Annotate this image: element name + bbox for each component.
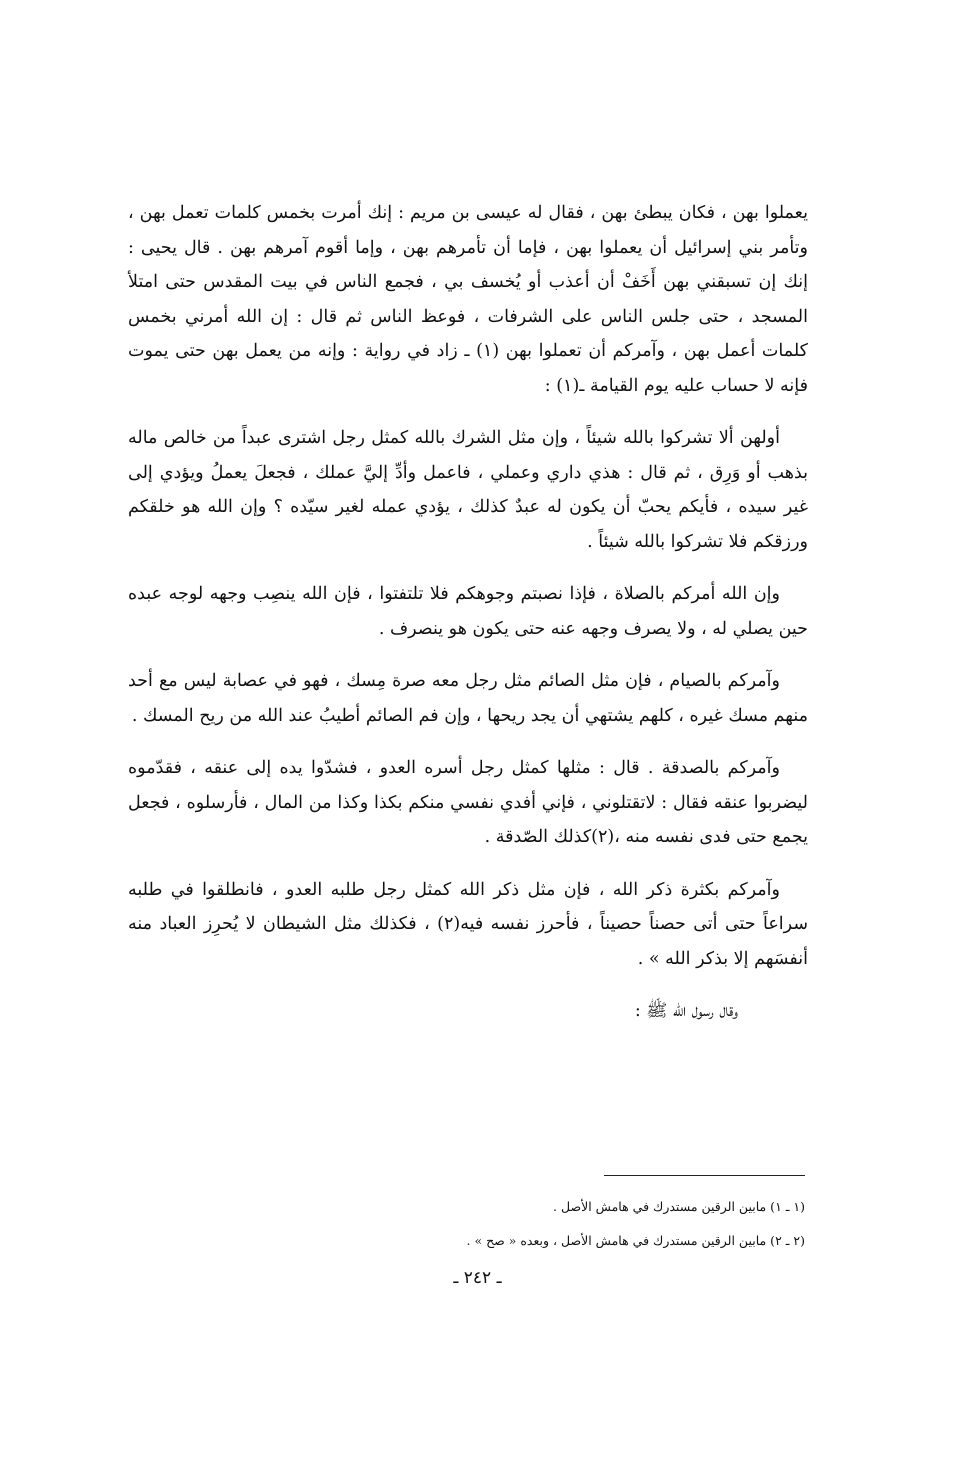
body-text <box>128 196 808 1047</box>
page-number: ـ ٢٤٢ ـ <box>453 1268 502 1288</box>
paragraph-siyam: وآمركم بالصيام ، فإن مثل الصائم مثل رجل معه صرة مِسك ، فهو في عصابة ليس مع أحد منهم مسك غيره ، كلهم يشتهي أن يجد ريحها ، وإن فم الصائم أطيبُ عند الله من ريح المسك . <box>128 671 808 726</box>
footnote-separator <box>604 1175 805 1176</box>
paragraph-salah: وإن الله أمركم بالصلاة ، فإذا نصبتم وجوهكم فلا تلتفتوا ، فإن الله ينصِب وجهه لوجه عبده حين يصلي له ، ولا يصرف وجهه عنه حتى يكون هو ينصرف . <box>128 584 808 639</box>
paragraph-shirk: أولهن ألا تشركوا بالله شيئاً ، وإن مثل الشرك بالله كمثل رجل اشترى عبداً من خالص ماله بذهب أو وَرِق ، ثم قال : هذي داري وعملي ، فاعمل وأدِّ إليَّ عملك ، فجعلَ يعملُ ويؤدي إلى غير سيده ، فأيكم يحبّ أن يكون له عبدٌ كذلك ، يؤدي عمله لغير سيّده ؟ وإن الله هو خلقكم ورزقكم فلا تشركوا بالله شيئاً . <box>128 428 808 552</box>
paragraph-dhikr: وآمركم بكثرة ذكر الله ، فإن مثل ذكر الله كمثل رجل طلبه العدو ، فانطلقوا في طلبه سراعاً حتى أتى حصناً حصيناً ، فأحرز نفسه فيه(٢) ، فكذلك مثل الشيطان لا يُحرِز العباد منه أنفسَهم إلا بذكر الله » . <box>128 879 808 969</box>
paragraph-sadaqah: وآمركم بالصدقة . قال : مثلها كمثل رجل أسره العدو ، فشدّوا يده إلى عنقه ، فقدّموه ليضربوا عنقه فقال : لاتقتلوني ، فإني أفدي نفسي منكم بكذا وكذا من المال ، فأرسلوه ، فجعل يجمع حتى فدى نفسه منه ،(٢)كذلك الصّدقة . <box>128 758 808 847</box>
closing-line: وقال رسول الله ﷺ : <box>634 1001 738 1021</box>
paragraph-continuation: يعملوا بهن ، فكان يبطئ بهن ، فقال له عيسى بن مريم : إنك أمرت بخمس كلمات تعمل بهن ، وتأمر بني إسرائيل أن يعملوا بهن ، فإما أن تأمرهم بهن ، وإما أقوم آمرهم بهن . قال يحيى : إنك إن تسبقني بهن أَخَفْ أن أعذب أو يُخسف بي ، فجمع الناس في بيت المقدس حتى امتلأ المسجد ، حتى جلس الناس على الشرفات ، فوعظ الناس ثم قال : إن الله أمرني بخمس كلمات أعمل بهن ، وآمركم أن تعملوا بهن (١) ـ زاد في رواية : وإنه من يعمل بهن حتى يموت فإنه لا حساب عليه يوم القيامة ـ(١) : <box>128 203 808 396</box>
footnotes <box>300 1190 805 1258</box>
footnote-2: (٢ ـ ٢) مابين الرقين مستدرك في هامش الأصل ، وبعده « صح » . <box>466 1233 805 1248</box>
footnote-1: (١ ـ ١) مابين الرقين مستدرك في هامش الأصل . <box>553 1199 805 1214</box>
